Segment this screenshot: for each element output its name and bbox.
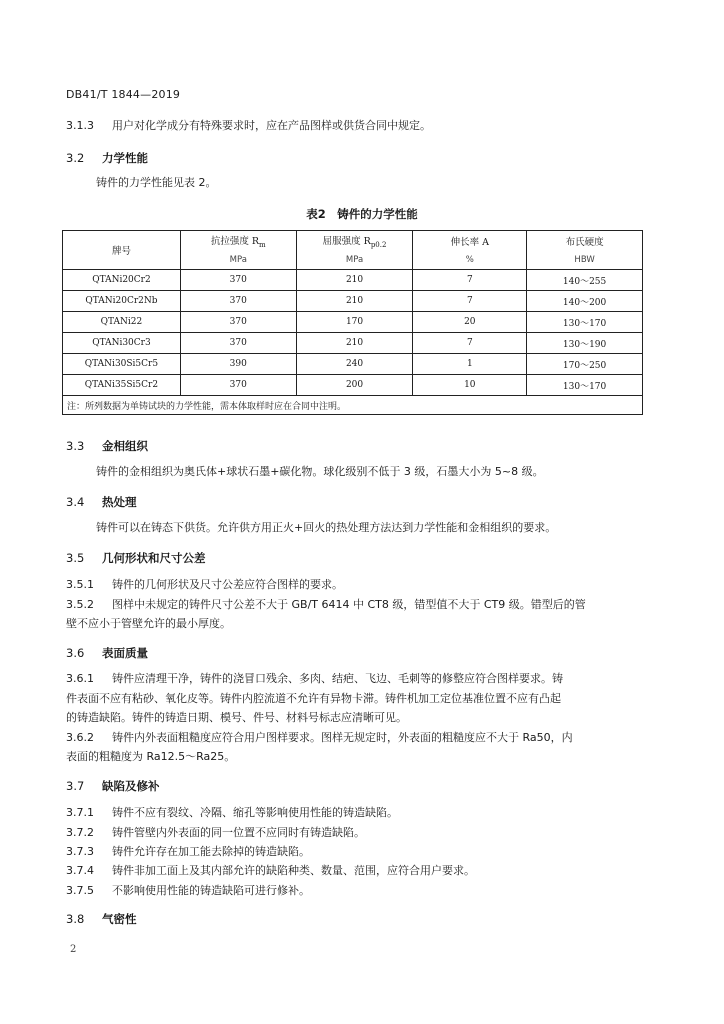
cell-hardness: 130～190 xyxy=(527,333,643,354)
clause-number: 3.5.2 xyxy=(66,598,94,611)
section-heading-3-3 xyxy=(66,438,148,454)
section-number: 3.3 xyxy=(66,439,85,453)
cell-grade: QTANi20Cr2 xyxy=(63,270,181,291)
clause-text: 用户对化学成分有特殊要求时，应在产品图样或供货合同中规定。 xyxy=(112,119,431,132)
section-number: 3.7 xyxy=(66,779,85,793)
clause-3-6-2-cont: 表面的粗糙度为 Ra12.5～Ra25。 xyxy=(66,750,236,763)
clause-text: 铸件管壁内外表面的同一位置不应同时有铸造缺陷。 xyxy=(112,826,365,839)
cell-tensile: 370 xyxy=(180,333,296,354)
clause-3-7-4 xyxy=(66,863,475,879)
cell-hardness: 130～170 xyxy=(527,375,643,396)
section-number: 3.6 xyxy=(66,646,85,660)
document-code: DB41/T 1844—2019 xyxy=(66,88,181,101)
cell-hardness: 140～200 xyxy=(527,291,643,312)
clause-3-6-2 xyxy=(66,730,573,746)
section-title: 金相组织 xyxy=(102,439,148,453)
clause-text: 铸件的几何形状及尺寸公差应符合图样的要求。 xyxy=(112,578,343,591)
table-row xyxy=(63,291,643,312)
clause-3-7-2 xyxy=(66,825,365,841)
clause-text: 不影响使用性能的铸造缺陷可进行修补。 xyxy=(112,884,310,897)
clause-number: 3.7.3 xyxy=(66,845,94,858)
cell-grade: QTANi35Si5Cr2 xyxy=(63,375,181,396)
table-row xyxy=(63,354,643,375)
cell-yield: 210 xyxy=(296,333,413,354)
clause-3-1-3 xyxy=(66,118,431,134)
cell-tensile: 370 xyxy=(180,375,296,396)
clause-text: 铸件不应有裂纹、冷隔、缩孔等影响使用性能的铸造缺陷。 xyxy=(112,806,398,819)
section-heading-3-7 xyxy=(66,778,160,794)
clause-3-5-2-cont: 壁不应小于管壁允许的最小厚度。 xyxy=(66,617,231,630)
cell-yield: 170 xyxy=(296,312,413,333)
cell-tensile: 370 xyxy=(180,270,296,291)
clause-3-6-1-cont: 件表面不应有粘砂、氧化皮等。铸件内腔流道不允许有异物卡滞。铸件机加工定位基准位置不应有凸起 xyxy=(66,692,561,705)
clause-number: 3.6.1 xyxy=(66,672,94,685)
clause-3-7-3 xyxy=(66,844,310,860)
mechanical-properties-table xyxy=(62,230,643,415)
cell-hardness: 130～170 xyxy=(527,312,643,333)
clause-number: 3.7.5 xyxy=(66,884,94,897)
section-title: 力学性能 xyxy=(102,151,148,165)
section-title: 几何形状和尺寸公差 xyxy=(102,551,206,565)
clause-3-7-1 xyxy=(66,805,398,821)
cell-elongation: 20 xyxy=(413,312,527,333)
section-heading-3-5 xyxy=(66,550,206,566)
clause-number: 3.5.1 xyxy=(66,578,94,591)
clause-number: 3.1.3 xyxy=(66,119,94,132)
cell-yield: 200 xyxy=(296,375,413,396)
unit-yield: MPa xyxy=(296,251,413,270)
col-header-tensile: 抗拉强度 $R_m$ xyxy=(180,231,296,252)
cell-yield: 210 xyxy=(296,291,413,312)
clause-text: 铸件内外表面粗糙度应符合用户图样要求。图样无规定时，外表面的粗糙度应不大于 Ra50，内 xyxy=(112,731,573,744)
cell-grade: QTANi22 xyxy=(63,312,181,333)
section-title: 缺陷及修补 xyxy=(102,779,160,793)
section-number: 3.2 xyxy=(66,151,85,165)
section-number: 3.8 xyxy=(66,912,85,926)
cell-tensile: 370 xyxy=(180,291,296,312)
section-heading-3-2 xyxy=(66,150,148,166)
clause-3-5-2 xyxy=(66,597,586,613)
table-note: 注：所列数据为单铸试块的力学性能，需本体取样时应在合同中注明。 xyxy=(63,396,643,415)
section-title: 热处理 xyxy=(102,495,137,509)
cell-elongation: 7 xyxy=(413,291,527,312)
cell-elongation: 7 xyxy=(413,333,527,354)
table-caption: 表2 铸件的力学性能 xyxy=(306,207,418,221)
cell-elongation: 10 xyxy=(413,375,527,396)
table-row xyxy=(63,333,643,354)
section-number: 3.5 xyxy=(66,551,85,565)
clause-text: 图样中未规定的铸件尺寸公差不大于 GB/T 6414 中 CT8 级，错型值不大于 CT9 级。错型后的管 xyxy=(112,598,586,611)
clause-number: 3.6.2 xyxy=(66,731,94,744)
section-3-2-text: 铸件的力学性能见表 2。 xyxy=(96,176,217,189)
clause-3-6-1-cont2: 的铸造缺陷。铸件的铸造日期、模号、件号、材料号标志应清晰可见。 xyxy=(66,711,407,724)
section-heading-3-6 xyxy=(66,645,148,661)
section-3-3-text: 铸件的金相组织为奥氏体+球状石墨+碳化物。球化级别不低于 3 级，石墨大小为 5~8 级。 xyxy=(96,465,544,478)
clause-number: 3.7.4 xyxy=(66,864,94,877)
col-header-grade: 牌号 xyxy=(63,231,181,270)
clause-number: 3.7.2 xyxy=(66,826,94,839)
table-row xyxy=(63,312,643,333)
table-row xyxy=(63,270,643,291)
col-header-elongation: 伸长率 A xyxy=(413,231,527,252)
section-title: 表面质量 xyxy=(102,646,148,660)
col-header-hardness: 布氏硬度 xyxy=(527,231,643,252)
section-title: 气密性 xyxy=(102,912,137,926)
unit-hardness: HBW xyxy=(527,251,643,270)
table-row xyxy=(63,375,643,396)
table-note-row xyxy=(63,396,643,415)
clause-number: 3.7.1 xyxy=(66,806,94,819)
clause-text: 铸件应清理干净，铸件的浇冒口残余、多肉、结疤、飞边、毛刺等的修整应符合图样要求。铸 xyxy=(112,672,563,685)
clause-text: 铸件允许存在加工能去除掉的铸造缺陷。 xyxy=(112,845,310,858)
cell-grade: QTANi30Cr3 xyxy=(63,333,181,354)
cell-yield: 210 xyxy=(296,270,413,291)
cell-elongation: 7 xyxy=(413,270,527,291)
table-header-row xyxy=(63,231,643,252)
unit-elongation: % xyxy=(413,251,527,270)
section-3-4-text: 铸件可以在铸态下供货。允许供方用正火+回火的热处理方法达到力学性能和金相组织的要求。 xyxy=(96,521,557,534)
clause-3-6-1 xyxy=(66,671,563,687)
section-heading-3-8 xyxy=(66,911,137,927)
cell-yield: 240 xyxy=(296,354,413,375)
clause-3-5-1 xyxy=(66,577,343,593)
cell-hardness: 170～250 xyxy=(527,354,643,375)
clause-text: 铸件非加工面上及其内部允许的缺陷种类、数量、范围，应符合用户要求。 xyxy=(112,864,475,877)
cell-hardness: 140～255 xyxy=(527,270,643,291)
section-heading-3-4 xyxy=(66,494,137,510)
cell-grade: QTANi20Cr2Nb xyxy=(63,291,181,312)
cell-elongation: 1 xyxy=(413,354,527,375)
unit-tensile: MPa xyxy=(180,251,296,270)
cell-tensile: 370 xyxy=(180,312,296,333)
section-number: 3.4 xyxy=(66,495,85,509)
cell-tensile: 390 xyxy=(180,354,296,375)
clause-3-7-5 xyxy=(66,883,310,899)
col-header-yield: 屈服强度 $R_{p0.2}$ xyxy=(296,231,413,252)
cell-grade: QTANi30Si5Cr5 xyxy=(63,354,181,375)
page-number: 2 xyxy=(70,944,77,955)
